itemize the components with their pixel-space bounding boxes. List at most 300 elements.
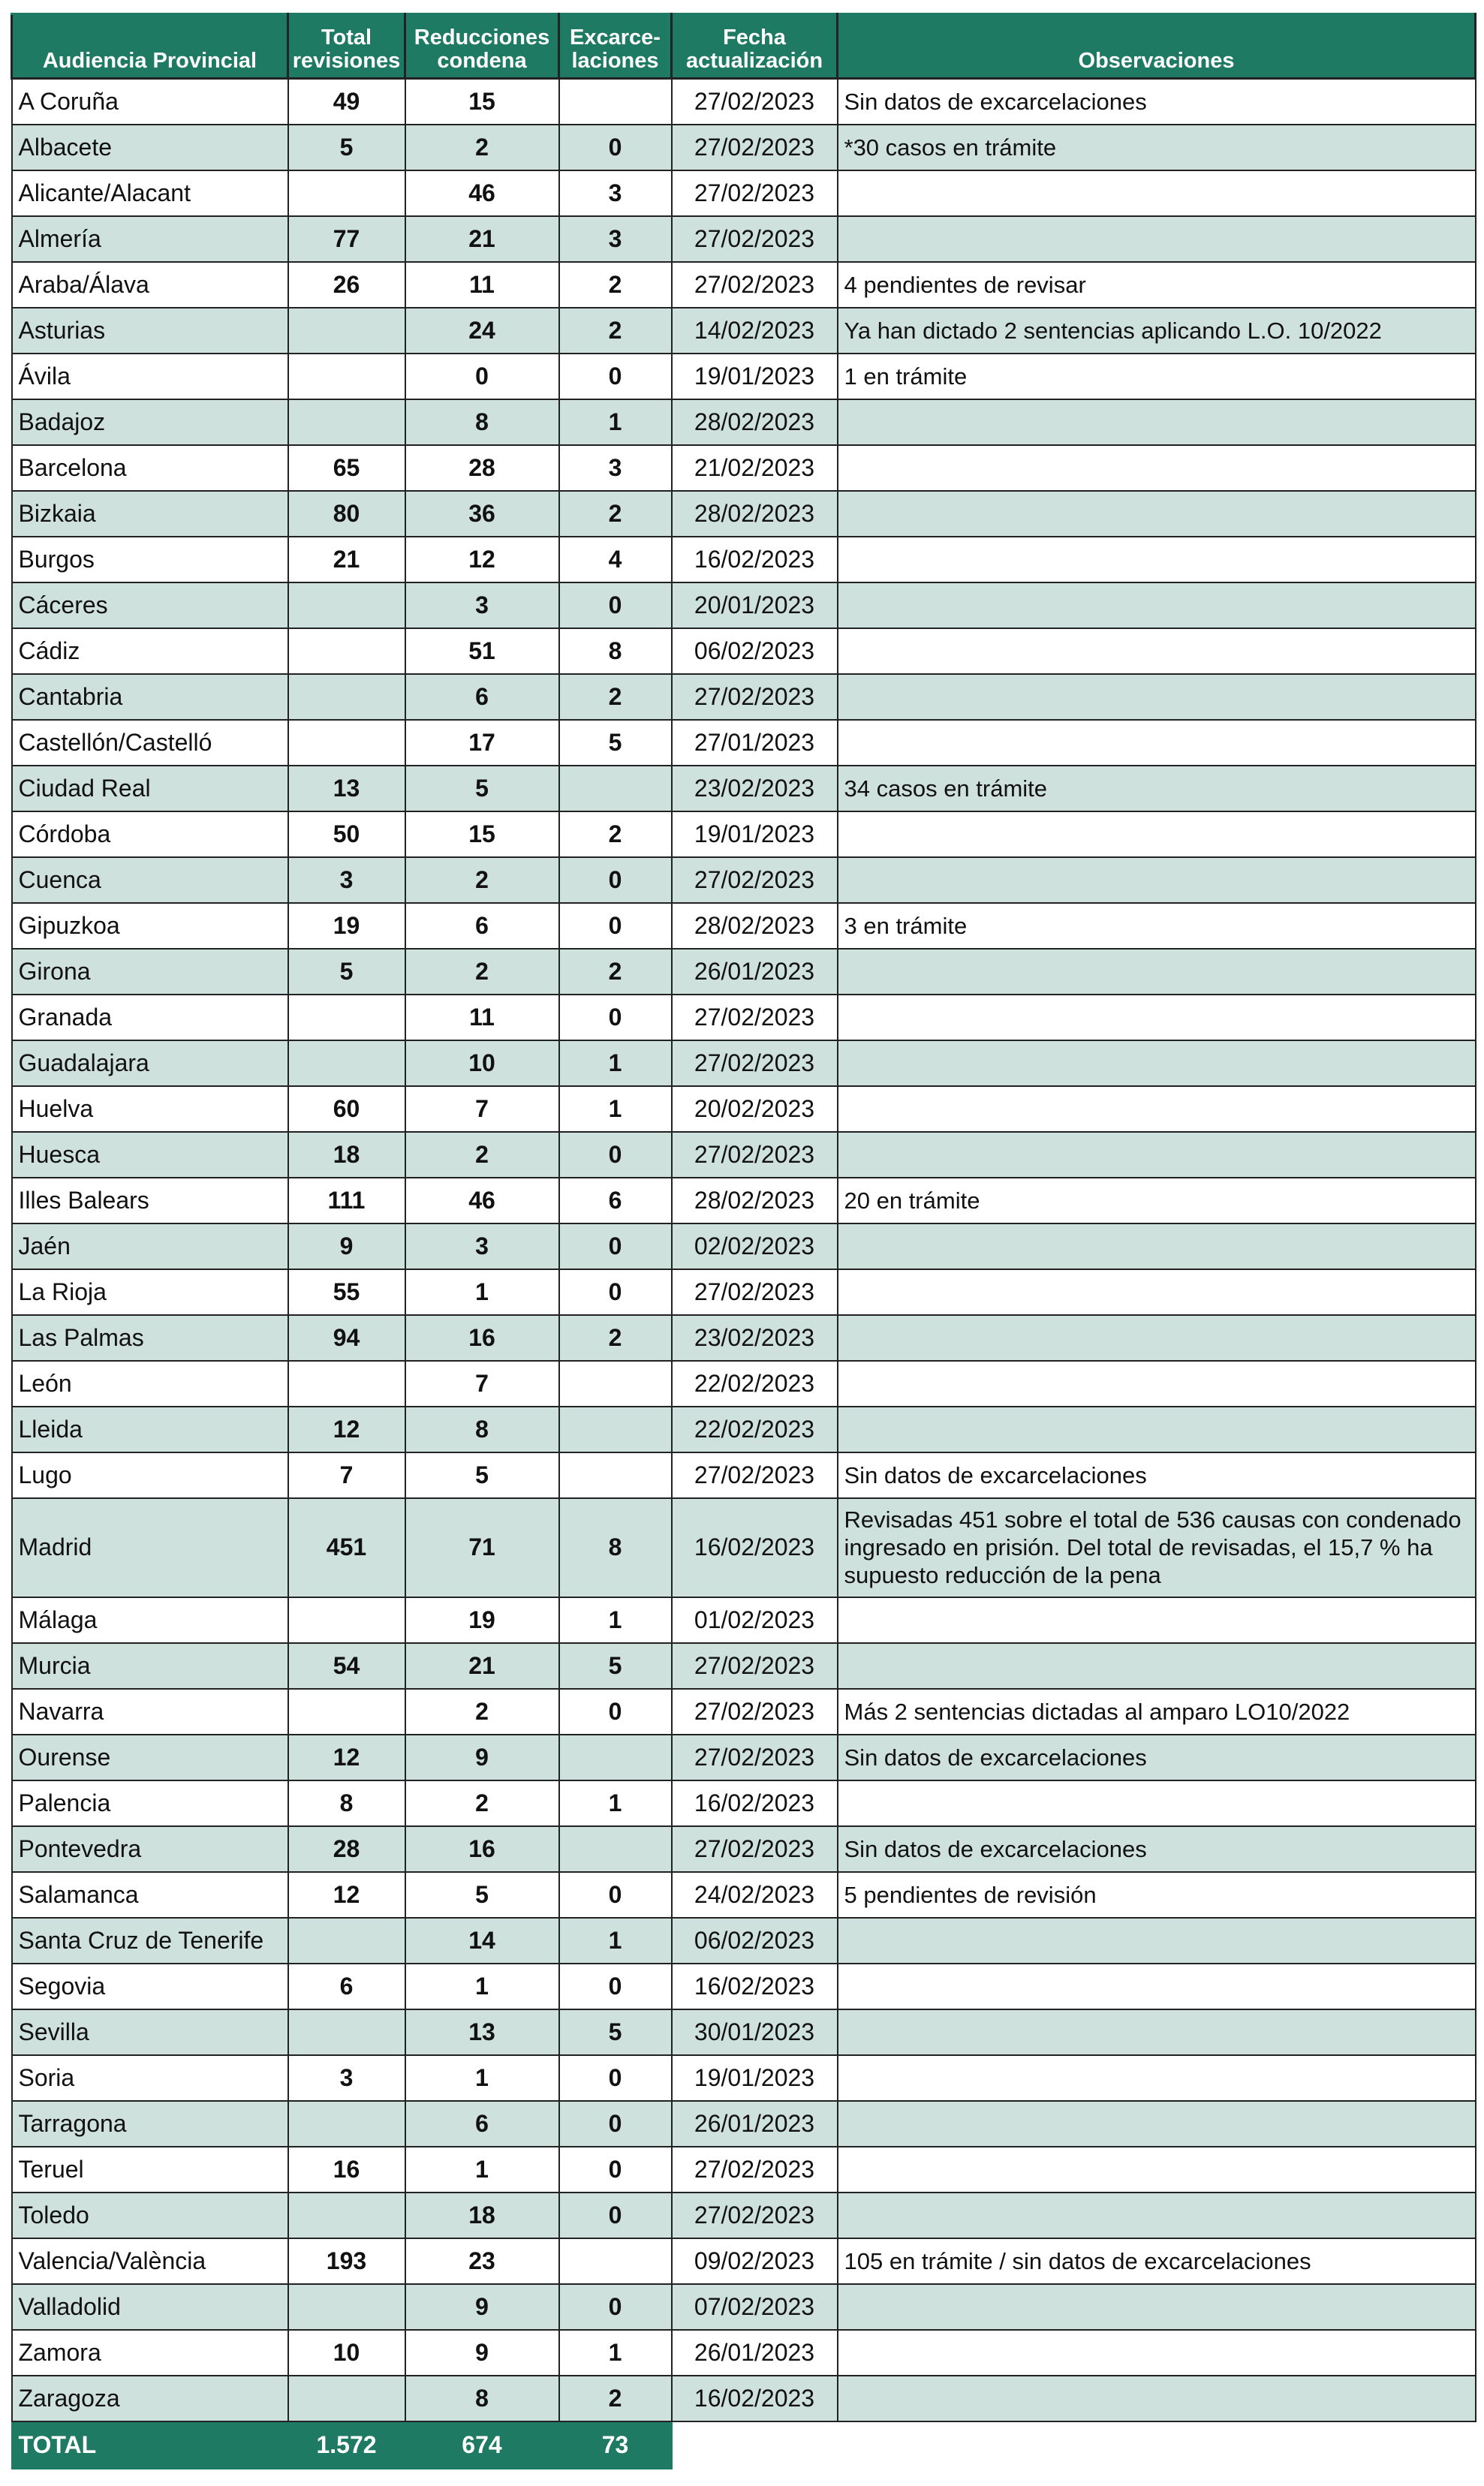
cell-excarcelaciones: 2: [559, 491, 672, 537]
table-row: [12, 125, 1476, 170]
cell-excarcelaciones: 2: [559, 811, 672, 857]
cell-audiencia: Navarra: [12, 1689, 288, 1735]
cell-observaciones: Ya han dictado 2 sentencias aplicando L.O. 10/2022: [838, 308, 1476, 354]
cell-fecha: 16/02/2023: [672, 537, 838, 582]
cell-audiencia: Asturias: [12, 308, 288, 354]
cell-reducciones: 46: [405, 1178, 559, 1223]
table-row: [12, 1498, 1476, 1597]
header-label: condena: [437, 49, 527, 73]
cell-fecha: 27/02/2023: [672, 1643, 838, 1689]
table-body: [12, 79, 1476, 2469]
cell-fecha: 06/02/2023: [672, 628, 838, 674]
cell-excarcelaciones: 0: [559, 354, 672, 399]
table-row: [12, 170, 1476, 216]
table-row: [12, 2376, 1476, 2421]
cell-reducciones: 9: [405, 2284, 559, 2330]
table-row: [12, 491, 1476, 537]
table-row: [12, 262, 1476, 308]
cell-observaciones: Sin datos de excarcelaciones: [838, 1452, 1476, 1498]
cell-observaciones: [838, 2376, 1476, 2421]
table-row: [12, 995, 1476, 1040]
cell-observaciones: [838, 1918, 1476, 1964]
cell-fecha: 27/02/2023: [672, 857, 838, 903]
cell-observaciones: [838, 2193, 1476, 2238]
cell-reducciones: 23: [405, 2238, 559, 2284]
cell-reducciones: 15: [405, 79, 559, 125]
table-row: [12, 1040, 1476, 1086]
cell-observaciones: [838, 1086, 1476, 1132]
cell-audiencia: Huesca: [12, 1132, 288, 1178]
cell-observaciones: Revisadas 451 sobre el total de 536 causas con condenado ingresado en prisión. Del total de revisadas, el 15,7 % ha supuesto reducción de la pena: [838, 1498, 1476, 1597]
table-row: [12, 79, 1476, 125]
table-row: [12, 354, 1476, 399]
table-row: [12, 1315, 1476, 1361]
cell-total-revisiones: 10: [288, 2330, 405, 2376]
total-label: TOTAL: [12, 2421, 288, 2469]
table-row: [12, 1872, 1476, 1918]
cell-audiencia: Bizkaia: [12, 491, 288, 537]
cell-audiencia: Toledo: [12, 2193, 288, 2238]
cell-fecha: 27/02/2023: [672, 216, 838, 262]
cell-audiencia: Valencia/València: [12, 2238, 288, 2284]
cell-audiencia: Alicante/Alacant: [12, 170, 288, 216]
cell-observaciones: [838, 1223, 1476, 1269]
header-label: revisiones: [292, 49, 401, 73]
cell-audiencia: Castellón/Castelló: [12, 720, 288, 766]
cell-observaciones: 20 en trámite: [838, 1178, 1476, 1223]
cell-reducciones: 9: [405, 2330, 559, 2376]
cell-total-revisiones: [288, 674, 405, 720]
cell-reducciones: 12: [405, 537, 559, 582]
cell-excarcelaciones: 2: [559, 1315, 672, 1361]
table-row: [12, 537, 1476, 582]
cell-observaciones: [838, 674, 1476, 720]
cell-reducciones: 11: [405, 995, 559, 1040]
cell-reducciones: 46: [405, 170, 559, 216]
cell-fecha: 19/01/2023: [672, 354, 838, 399]
cell-fecha: 26/01/2023: [672, 949, 838, 995]
cell-excarcelaciones: 1: [559, 1780, 672, 1826]
cell-observaciones: [838, 1964, 1476, 2009]
cell-reducciones: 2: [405, 1132, 559, 1178]
cell-excarcelaciones: 3: [559, 445, 672, 491]
table-row: [12, 2147, 1476, 2193]
cell-observaciones: [838, 1315, 1476, 1361]
table-row: [12, 2009, 1476, 2055]
cell-audiencia: Lugo: [12, 1452, 288, 1498]
table-header: [12, 14, 1476, 79]
cell-reducciones: 1: [405, 1269, 559, 1315]
cell-observaciones: [838, 1361, 1476, 1407]
cell-fecha: 20/01/2023: [672, 582, 838, 628]
cell-total-revisiones: 111: [288, 1178, 405, 1223]
table-row: [12, 2101, 1476, 2147]
cell-total-revisiones: 3: [288, 857, 405, 903]
cell-fecha: 23/02/2023: [672, 1315, 838, 1361]
cell-excarcelaciones: [559, 1826, 672, 1872]
cell-observaciones: [838, 2330, 1476, 2376]
table-row: [12, 1597, 1476, 1643]
cell-reducciones: 0: [405, 354, 559, 399]
cell-reducciones: 3: [405, 1223, 559, 1269]
cell-reducciones: 36: [405, 491, 559, 537]
cell-reducciones: 1: [405, 2055, 559, 2101]
cell-total-revisiones: [288, 1040, 405, 1086]
cell-excarcelaciones: 1: [559, 1597, 672, 1643]
cell-observaciones: 105 en trámite / sin datos de excarcelaciones: [838, 2238, 1476, 2284]
table-row: [12, 811, 1476, 857]
cell-audiencia: Soria: [12, 2055, 288, 2101]
cell-reducciones: 51: [405, 628, 559, 674]
total-value: 674: [405, 2421, 559, 2469]
cell-total-revisiones: 5: [288, 949, 405, 995]
table-row: [12, 1689, 1476, 1735]
cell-audiencia: Illes Balears: [12, 1178, 288, 1223]
cell-audiencia: Pontevedra: [12, 1826, 288, 1872]
cell-reducciones: 28: [405, 445, 559, 491]
header-label: Excarce-: [570, 26, 661, 50]
cell-total-revisiones: 12: [288, 1872, 405, 1918]
cell-observaciones: Más 2 sentencias dictadas al amparo LO10/2022: [838, 1689, 1476, 1735]
cell-fecha: 30/01/2023: [672, 2009, 838, 2055]
cell-total-revisiones: 8: [288, 1780, 405, 1826]
cell-excarcelaciones: 0: [559, 125, 672, 170]
table-row: [12, 903, 1476, 949]
cell-fecha: 09/02/2023: [672, 2238, 838, 2284]
cell-reducciones: 3: [405, 582, 559, 628]
table-row: [12, 949, 1476, 995]
cell-excarcelaciones: [559, 1361, 672, 1407]
cell-observaciones: [838, 2055, 1476, 2101]
cell-total-revisiones: 13: [288, 766, 405, 811]
cell-total-revisiones: 77: [288, 216, 405, 262]
header-label: Total: [321, 26, 372, 50]
cell-excarcelaciones: [559, 1735, 672, 1780]
cell-audiencia: Córdoba: [12, 811, 288, 857]
cell-observaciones: [838, 628, 1476, 674]
table-row: [12, 1735, 1476, 1780]
cell-reducciones: 8: [405, 1407, 559, 1452]
table-row: [12, 1826, 1476, 1872]
cell-fecha: 27/02/2023: [672, 995, 838, 1040]
cell-reducciones: 5: [405, 766, 559, 811]
table-row: [12, 2193, 1476, 2238]
cell-fecha: 27/02/2023: [672, 170, 838, 216]
cell-fecha: 24/02/2023: [672, 1872, 838, 1918]
cell-audiencia: Teruel: [12, 2147, 288, 2193]
cell-total-revisiones: 60: [288, 1086, 405, 1132]
cell-audiencia: Ávila: [12, 354, 288, 399]
cell-reducciones: 2: [405, 125, 559, 170]
cell-excarcelaciones: [559, 766, 672, 811]
header-audiencia: [12, 14, 288, 79]
cell-total-revisiones: 26: [288, 262, 405, 308]
header-label: laciones: [571, 49, 659, 73]
cell-excarcelaciones: 5: [559, 720, 672, 766]
table-row: [12, 1780, 1476, 1826]
cell-fecha: 27/01/2023: [672, 720, 838, 766]
cell-total-revisiones: 21: [288, 537, 405, 582]
cell-reducciones: 71: [405, 1498, 559, 1597]
cell-excarcelaciones: 1: [559, 1040, 672, 1086]
table-row: [12, 216, 1476, 262]
table-row: [12, 1407, 1476, 1452]
cell-total-revisiones: 80: [288, 491, 405, 537]
cell-excarcelaciones: 0: [559, 857, 672, 903]
cell-observaciones: Sin datos de excarcelaciones: [838, 1826, 1476, 1872]
cell-audiencia: Guadalajara: [12, 1040, 288, 1086]
cell-reducciones: 16: [405, 1315, 559, 1361]
header-label: Fecha: [723, 26, 786, 50]
cell-observaciones: [838, 2101, 1476, 2147]
cell-total-revisiones: 6: [288, 1964, 405, 2009]
cell-audiencia: Zamora: [12, 2330, 288, 2376]
cell-total-revisiones: 28: [288, 1826, 405, 1872]
cell-fecha: 21/02/2023: [672, 445, 838, 491]
cell-reducciones: 13: [405, 2009, 559, 2055]
cell-observaciones: [838, 1780, 1476, 1826]
table-row: [12, 1178, 1476, 1223]
cell-excarcelaciones: 4: [559, 537, 672, 582]
cell-total-revisiones: [288, 582, 405, 628]
cell-total-revisiones: [288, 995, 405, 1040]
cell-total-revisiones: [288, 170, 405, 216]
empty-cell: [838, 2421, 1476, 2469]
table-row: [12, 2284, 1476, 2330]
cell-excarcelaciones: 0: [559, 1689, 672, 1735]
table-row: [12, 857, 1476, 903]
table-row: [12, 1452, 1476, 1498]
cell-observaciones: [838, 1269, 1476, 1315]
cell-reducciones: 8: [405, 399, 559, 445]
cell-audiencia: Jaén: [12, 1223, 288, 1269]
cell-total-revisiones: 18: [288, 1132, 405, 1178]
table-row: [12, 1269, 1476, 1315]
table-row: [12, 674, 1476, 720]
cell-excarcelaciones: 0: [559, 903, 672, 949]
cell-audiencia: Cáceres: [12, 582, 288, 628]
cell-excarcelaciones: 1: [559, 399, 672, 445]
cell-reducciones: 5: [405, 1872, 559, 1918]
cell-fecha: 07/02/2023: [672, 2284, 838, 2330]
cell-audiencia: Santa Cruz de Tenerife: [12, 1918, 288, 1964]
table-row: [12, 2330, 1476, 2376]
cell-reducciones: 21: [405, 216, 559, 262]
cell-reducciones: 8: [405, 2376, 559, 2421]
cell-fecha: 28/02/2023: [672, 1178, 838, 1223]
cell-reducciones: 19: [405, 1597, 559, 1643]
cell-fecha: 27/02/2023: [672, 1735, 838, 1780]
cell-excarcelaciones: 0: [559, 2055, 672, 2101]
total-value: 1.572: [288, 2421, 405, 2469]
cell-reducciones: 1: [405, 2147, 559, 2193]
cell-total-revisiones: 65: [288, 445, 405, 491]
total-value: 73: [559, 2421, 672, 2469]
cell-fecha: 27/02/2023: [672, 125, 838, 170]
header-row: [12, 14, 1476, 79]
cell-fecha: 28/02/2023: [672, 491, 838, 537]
cell-total-revisiones: 19: [288, 903, 405, 949]
cell-fecha: 27/02/2023: [672, 1826, 838, 1872]
cell-fecha: 27/02/2023: [672, 1452, 838, 1498]
cell-observaciones: [838, 491, 1476, 537]
cell-observaciones: [838, 720, 1476, 766]
cell-observaciones: [838, 811, 1476, 857]
cell-audiencia: Barcelona: [12, 445, 288, 491]
cell-total-revisiones: 50: [288, 811, 405, 857]
cell-excarcelaciones: 1: [559, 1086, 672, 1132]
cell-fecha: 28/02/2023: [672, 399, 838, 445]
cell-fecha: 02/02/2023: [672, 1223, 838, 1269]
cell-reducciones: 10: [405, 1040, 559, 1086]
cell-observaciones: [838, 537, 1476, 582]
cell-excarcelaciones: 0: [559, 1269, 672, 1315]
cell-audiencia: Burgos: [12, 537, 288, 582]
cell-audiencia: Sevilla: [12, 2009, 288, 2055]
table-row: [12, 582, 1476, 628]
table-row: [12, 2055, 1476, 2101]
cell-excarcelaciones: 0: [559, 582, 672, 628]
cell-reducciones: 7: [405, 1086, 559, 1132]
cell-fecha: 23/02/2023: [672, 766, 838, 811]
cell-fecha: 22/02/2023: [672, 1407, 838, 1452]
cell-total-revisiones: [288, 2284, 405, 2330]
cell-observaciones: [838, 2009, 1476, 2055]
header-total-revisiones: [288, 14, 405, 79]
cell-total-revisiones: 3: [288, 2055, 405, 2101]
cell-audiencia: Salamanca: [12, 1872, 288, 1918]
cell-fecha: 16/02/2023: [672, 1780, 838, 1826]
cell-audiencia: Cádiz: [12, 628, 288, 674]
cell-audiencia: Lleida: [12, 1407, 288, 1452]
cell-observaciones: [838, 582, 1476, 628]
cell-total-revisiones: 49: [288, 79, 405, 125]
cell-excarcelaciones: 6: [559, 1178, 672, 1223]
cell-observaciones: [838, 1132, 1476, 1178]
cell-observaciones: Sin datos de excarcelaciones: [838, 79, 1476, 125]
cell-observaciones: [838, 1643, 1476, 1689]
total-row: [12, 2421, 1476, 2469]
cell-audiencia: Araba/Álava: [12, 262, 288, 308]
cell-total-revisiones: [288, 720, 405, 766]
table-row: [12, 399, 1476, 445]
table-row: [12, 1918, 1476, 1964]
header-fecha: [672, 14, 838, 79]
cell-reducciones: 9: [405, 1735, 559, 1780]
cell-excarcelaciones: 0: [559, 2193, 672, 2238]
header-excarcelaciones: [559, 14, 672, 79]
cell-excarcelaciones: 0: [559, 1964, 672, 2009]
cell-fecha: 28/02/2023: [672, 903, 838, 949]
cell-excarcelaciones: 2: [559, 949, 672, 995]
cell-total-revisiones: [288, 354, 405, 399]
cell-total-revisiones: [288, 628, 405, 674]
cell-reducciones: 2: [405, 1689, 559, 1735]
cell-reducciones: 14: [405, 1918, 559, 1964]
header-observaciones: [838, 14, 1476, 79]
cell-excarcelaciones: 2: [559, 2376, 672, 2421]
cell-audiencia: Murcia: [12, 1643, 288, 1689]
cell-fecha: 16/02/2023: [672, 2376, 838, 2421]
cell-fecha: 27/02/2023: [672, 2147, 838, 2193]
cell-audiencia: La Rioja: [12, 1269, 288, 1315]
cell-audiencia: Ciudad Real: [12, 766, 288, 811]
cell-fecha: 19/01/2023: [672, 2055, 838, 2101]
cell-reducciones: 21: [405, 1643, 559, 1689]
cell-observaciones: *30 casos en trámite: [838, 125, 1476, 170]
cell-fecha: 01/02/2023: [672, 1597, 838, 1643]
cell-fecha: 22/02/2023: [672, 1361, 838, 1407]
cell-observaciones: [838, 399, 1476, 445]
cell-audiencia: Albacete: [12, 125, 288, 170]
cell-fecha: 26/01/2023: [672, 2330, 838, 2376]
cell-excarcelaciones: 2: [559, 308, 672, 354]
cell-excarcelaciones: 2: [559, 674, 672, 720]
cell-reducciones: 5: [405, 1452, 559, 1498]
cell-reducciones: 11: [405, 262, 559, 308]
cell-total-revisiones: [288, 2193, 405, 2238]
cell-excarcelaciones: [559, 1407, 672, 1452]
cell-fecha: 16/02/2023: [672, 1964, 838, 2009]
cell-total-revisiones: 16: [288, 2147, 405, 2193]
cell-excarcelaciones: 0: [559, 1872, 672, 1918]
cell-reducciones: 2: [405, 857, 559, 903]
cell-fecha: 06/02/2023: [672, 1918, 838, 1964]
cell-reducciones: 7: [405, 1361, 559, 1407]
cell-observaciones: 5 pendientes de revisión: [838, 1872, 1476, 1918]
cell-observaciones: [838, 216, 1476, 262]
cell-excarcelaciones: 0: [559, 2284, 672, 2330]
cell-observaciones: 34 casos en trámite: [838, 766, 1476, 811]
cell-fecha: 27/02/2023: [672, 1689, 838, 1735]
cell-total-revisiones: 12: [288, 1407, 405, 1452]
cell-audiencia: Zaragoza: [12, 2376, 288, 2421]
header-label: Reducciones: [414, 26, 550, 50]
cell-audiencia: Madrid: [12, 1498, 288, 1597]
cell-audiencia: Huelva: [12, 1086, 288, 1132]
cell-reducciones: 17: [405, 720, 559, 766]
cell-observaciones: [838, 2147, 1476, 2193]
cell-excarcelaciones: [559, 79, 672, 125]
cell-reducciones: 1: [405, 1964, 559, 2009]
cell-observaciones: [838, 1407, 1476, 1452]
cell-fecha: 14/02/2023: [672, 308, 838, 354]
cell-audiencia: Segovia: [12, 1964, 288, 2009]
cell-excarcelaciones: 5: [559, 2009, 672, 2055]
table-row: [12, 1361, 1476, 1407]
cell-excarcelaciones: 5: [559, 1643, 672, 1689]
cell-audiencia: León: [12, 1361, 288, 1407]
cell-total-revisiones: 55: [288, 1269, 405, 1315]
cell-excarcelaciones: 0: [559, 2101, 672, 2147]
cell-excarcelaciones: [559, 1452, 672, 1498]
cell-total-revisiones: [288, 1918, 405, 1964]
header-label: Audiencia Provincial: [42, 49, 257, 73]
cell-excarcelaciones: 3: [559, 216, 672, 262]
cell-reducciones: 6: [405, 2101, 559, 2147]
cell-excarcelaciones: 1: [559, 1918, 672, 1964]
cell-observaciones: 3 en trámite: [838, 903, 1476, 949]
cell-audiencia: Valladolid: [12, 2284, 288, 2330]
table-row: [12, 628, 1476, 674]
cell-fecha: 27/02/2023: [672, 1132, 838, 1178]
cell-observaciones: 4 pendientes de revisar: [838, 262, 1476, 308]
cell-excarcelaciones: 0: [559, 1223, 672, 1269]
cell-fecha: 27/02/2023: [672, 1269, 838, 1315]
cell-total-revisiones: [288, 2376, 405, 2421]
cell-audiencia: Granada: [12, 995, 288, 1040]
cell-total-revisiones: [288, 1361, 405, 1407]
